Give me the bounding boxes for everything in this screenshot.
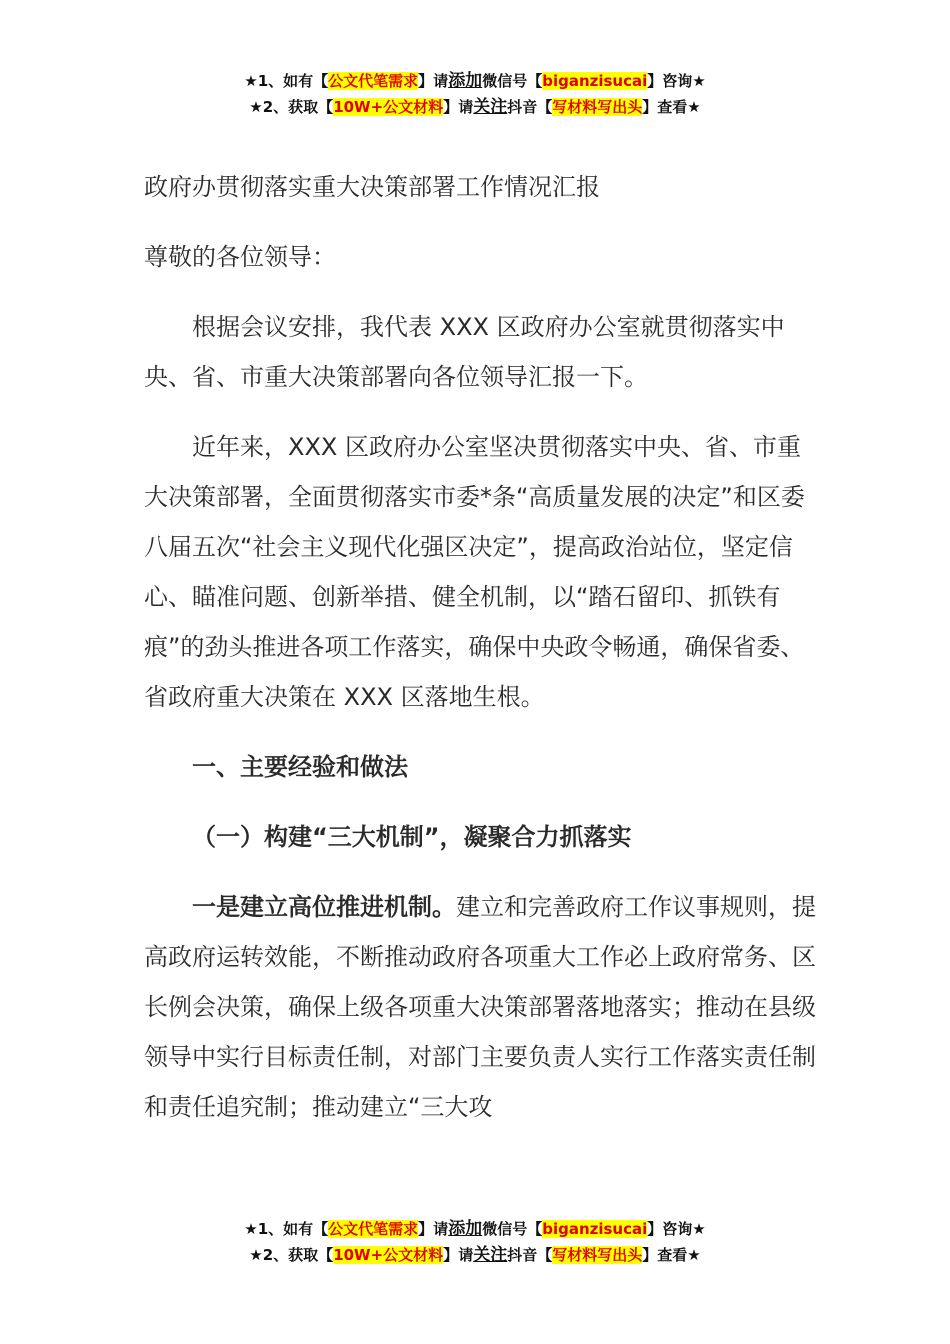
banner-line-1: [0, 1216, 950, 1242]
banner-text: ★1、如有【: [244, 72, 329, 90]
paragraph-2: 近年来，XXX 区政府办公室坚决贯彻落实中央、省、市重大决策部署，全面贯彻落实市委*条“高质量发展的决定”和区委八届五次“社会主义现代化强区决定”，提高政治站位，坚定信心、瞄准问题、创新举措、健全机制，以“踏石留印、抓铁有痕”的劲头推进各项工作落实，确保中央政令畅通，确保省委、省政府重大决策在 XXX 区落地生根。: [144, 433, 805, 711]
banner-emphasis: 添加: [448, 1219, 483, 1239]
top-banner: [0, 68, 950, 120]
banner-douyin-id: 写材料写出头: [552, 1246, 643, 1264]
banner-text: ★2、获取【: [249, 1246, 334, 1264]
banner-text: 】查看★: [642, 1246, 701, 1264]
banner-wechat-id: biganzisucai: [542, 1220, 648, 1238]
banner-text: 】咨询★: [647, 1220, 706, 1238]
paragraph-3: [144, 882, 824, 1132]
subsection-heading: （一）构建“三大机制”，凝聚合力抓落实: [192, 823, 632, 851]
paragraph-3-text: 建立和完善政府工作议事规则，提高政府运转效能，不断推动政府各项重大工作必上政府常务、区长例会决策，确保上级各项重大决策部署落地落实；推动在县级领导中实行目标责任制，对部门主要负责人实行工作落实责任制和责任追究制；推动建立“三大攻: [144, 893, 816, 1121]
bottom-banner: [0, 1216, 950, 1268]
banner-text: 】查看★: [642, 98, 701, 116]
banner-text: 】请: [443, 98, 474, 116]
banner-text: 】咨询★: [647, 72, 706, 90]
banner-emphasis: 关注: [473, 97, 508, 117]
banner-text: ★1、如有【: [244, 1220, 329, 1238]
banner-line-2: [0, 94, 950, 120]
banner-emphasis: 添加: [448, 71, 483, 91]
banner-text: 】请: [443, 1246, 474, 1264]
banner-wechat-id: biganzisucai: [542, 72, 648, 90]
banner-highlight: 公文代笔需求: [328, 72, 419, 90]
banner-text: 微信号【: [482, 1220, 543, 1238]
banner-highlight: 公文代笔需求: [328, 1220, 419, 1238]
banner-text: 】请: [418, 1220, 449, 1238]
banner-line-1: [0, 68, 950, 94]
banner-text: 抖音【: [507, 98, 553, 116]
section-heading: 一、主要经验和做法: [192, 753, 408, 781]
banner-line-2: [0, 1242, 950, 1268]
banner-text: 微信号【: [482, 72, 543, 90]
document-body: [144, 162, 824, 1152]
banner-text: 抖音【: [507, 1246, 553, 1264]
banner-text: ★2、获取【: [249, 98, 334, 116]
banner-douyin-id: 写材料写出头: [552, 98, 643, 116]
banner-highlight: 10W+公文材料: [333, 98, 444, 116]
paragraph-3-lead: 一是建立高位推进机制。: [192, 893, 456, 921]
salutation: 尊敬的各位领导：: [144, 243, 336, 271]
document-title: 政府办贯彻落实重大决策部署工作情况汇报: [144, 173, 600, 201]
banner-text: 】请: [418, 72, 449, 90]
banner-highlight: 10W+公文材料: [333, 1246, 444, 1264]
banner-emphasis: 关注: [473, 1245, 508, 1265]
paragraph-1: 根据会议安排，我代表 XXX 区政府办公室就贯彻落实中央、省、市重大决策部署向各位领导汇报一下。: [144, 313, 785, 391]
